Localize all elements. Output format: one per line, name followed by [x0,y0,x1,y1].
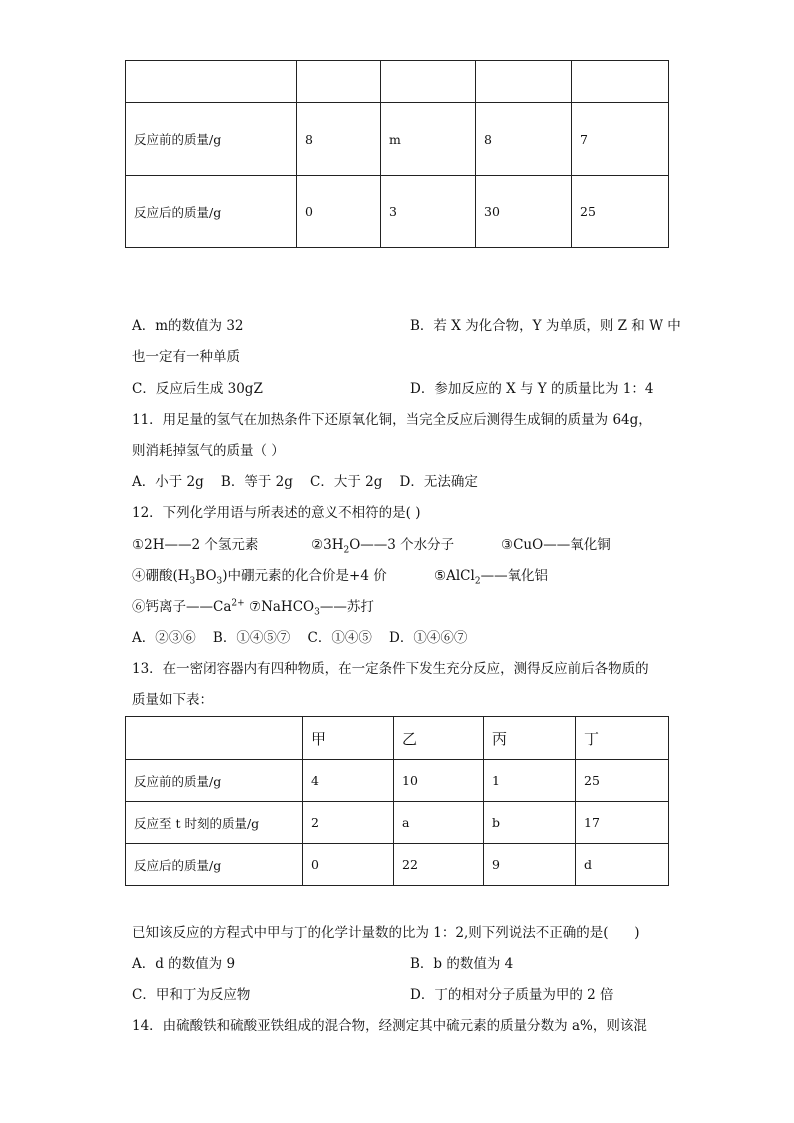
subscript: 2 [343,545,350,556]
q12-stem: 12．下列化学用语与所表述的意义不相符的是( ) [132,505,421,521]
q12-item-4 [132,566,387,586]
q12-item-7-part: ——苏打 [319,599,374,615]
subscript: 2 [474,576,481,587]
q12-item-2-part: O——3 个水分子 [349,537,455,553]
q12-item-4-part: ④硼酸(H [132,568,190,584]
table-cell: 1 [484,760,576,802]
q11-stem-line2: 则消耗掉氢气的质量（ ） [132,443,285,459]
table-cell: 7 [572,103,669,176]
table-cell: 10 [394,760,484,802]
q10-option-a: A．m的数值为 32 [132,318,244,334]
q12-item-1: ①2H——2 个氢元素 [132,537,259,553]
q13-option-c: C．甲和丁为反应物 [132,987,251,1003]
q13-option-b: B．b 的数值为 4 [410,956,514,972]
q10-option-b-continued: 也一定有一种单质 [132,349,240,365]
table-cell: b [484,802,576,844]
table-cell: 25 [576,760,669,802]
table-header-cell [381,61,476,103]
q13-data-table [125,716,669,886]
table-header-cell: 丁 [576,717,669,760]
superscript: 2+ [231,598,245,609]
table-cell: a [394,802,484,844]
row-label: 反应前的质量/g [126,103,297,176]
q12-item-5-part: ⑤AlCl [434,568,475,584]
table-header-cell [126,717,303,760]
table-cell: d [576,844,669,886]
table-header-cell: 丙 [484,717,576,760]
table-cell: 4 [303,760,394,802]
q12-item-6: ⑥钙离子——Ca [132,599,232,615]
q12-item-7: ⑦NaHCO [244,599,315,615]
q12-item-2 [311,535,454,555]
q13-stem-line2: 质量如下表： [132,692,213,708]
table-row [126,103,669,176]
table-row [126,760,669,802]
q12-item-5-part: ——氧化铝 [480,568,549,584]
table-row [126,844,669,886]
q12-item-3: ③CuO——氧化铜 [501,537,611,553]
table-cell: m [381,103,476,176]
table-cell: 30 [476,176,572,248]
table-row [126,802,669,844]
q10-data-table [125,60,669,248]
q13-condition: 已知该反应的方程式中甲与丁的化学计量数的比为 1：2,则下列说法不正确的是( ) [132,925,640,941]
q12-items-6-7 [132,597,374,617]
q13-stem-line1: 13．在一密闭容器内有四种物质，在一定条件下发生充分反应，测得反应前后各物质的 [132,661,649,677]
table-cell: 8 [297,103,381,176]
table-header-row [126,61,669,103]
q12-item-4-part: )中硼元素的化合价是+4 价 [222,568,387,584]
table-cell: 9 [484,844,576,886]
table-header-cell [572,61,669,103]
table-cell: 17 [576,802,669,844]
q13-option-d: D．丁的相对分子质量为甲的 2 倍 [410,987,614,1003]
q11-options: A．小于 2g B．等于 2g C．大于 2g D．无法确定 [132,474,478,490]
table-row [126,176,669,248]
q12-options: A．②③⑥ B．①④⑤⑦ C．①④⑤ D．①④⑥⑦ [132,630,468,646]
table-cell: 0 [297,176,381,248]
table-header-row [126,717,669,760]
q14-stem-line1: 14．由硫酸铁和硫酸亚铁组成的混合物，经测定其中硫元素的质量分数为 a%，则该混 [132,1018,647,1034]
table-cell: 22 [394,844,484,886]
table-header-cell [476,61,572,103]
subscript: 3 [314,607,320,618]
table-header-cell [297,61,381,103]
q10-option-b: B．若 X 为化合物，Y 为单质，则 Z 和 W 中 [410,318,681,334]
row-label: 反应前的质量/g [126,760,303,802]
q11-stem-line1: 11．用足量的氢气在加热条件下还原氧化铜，当完全反应后测得生成铜的质量为 64g， [132,412,652,428]
q12-item-2-part: ②3H [311,537,344,553]
q12-item-4-part: BO [195,568,217,584]
table-header-cell: 乙 [394,717,484,760]
table-cell: 3 [381,176,476,248]
q13-option-a: A．d 的数值为 9 [132,956,236,972]
subscript: 3 [216,576,223,587]
q10-option-c: C．反应后生成 30gZ [132,381,263,397]
q12-item-5 [434,566,548,586]
table-header-cell [126,61,297,103]
table-cell: 0 [303,844,394,886]
q10-option-d: D．参加反应的 X 与 Y 的质量比为 1：4 [410,381,654,397]
subscript: 3 [189,576,196,587]
row-label: 反应至 t 时刻的质量/g [126,802,303,844]
table-header-cell: 甲 [303,717,394,760]
row-label: 反应后的质量/g [126,844,303,886]
table-cell: 8 [476,103,572,176]
table-cell: 25 [572,176,669,248]
row-label: 反应后的质量/g [126,176,297,248]
table-cell: 2 [303,802,394,844]
